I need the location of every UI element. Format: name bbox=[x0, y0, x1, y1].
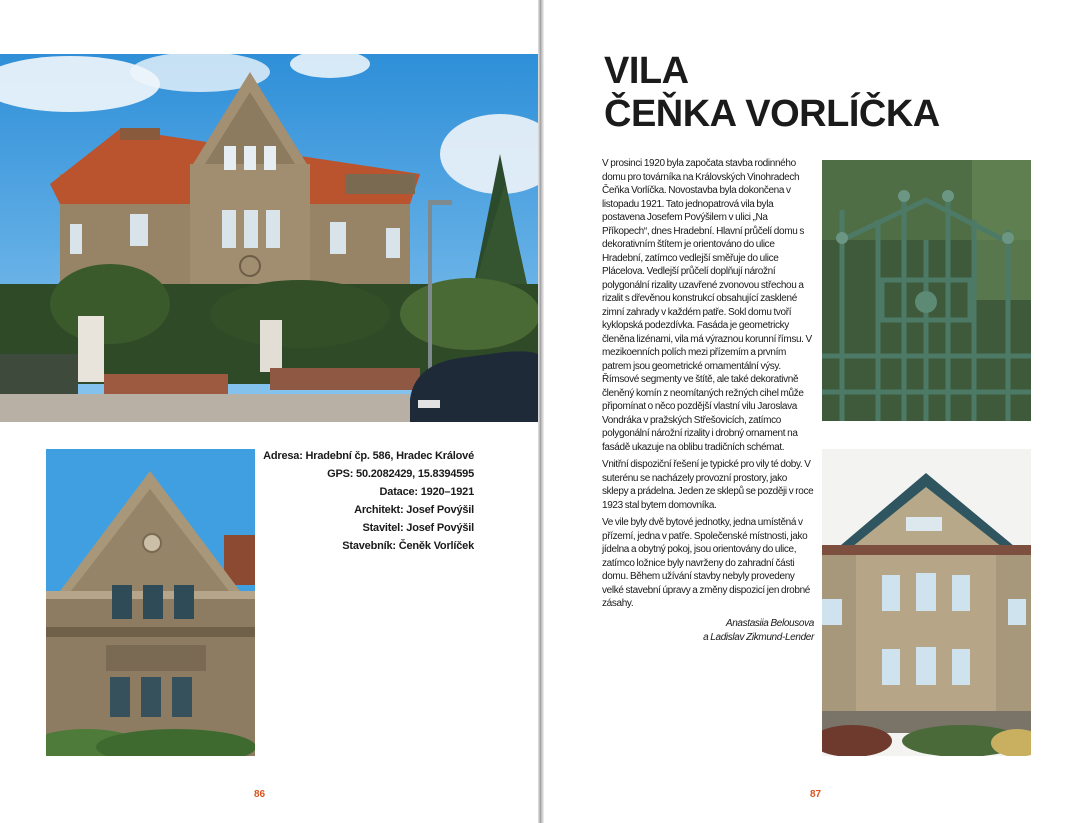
article-body bbox=[602, 157, 814, 645]
authors bbox=[602, 617, 814, 645]
left-page bbox=[0, 0, 538, 823]
page-number-left: 86 bbox=[254, 789, 266, 800]
gps-line: GPS: 50.2082429, 15.8394595 bbox=[327, 468, 474, 480]
page-title bbox=[604, 50, 940, 136]
paragraph-3: Ve vile byly dvě bytové jednotky, jedna umístěná v přízemí, jedna v patře. Společenské místnosti, jako jídelna a obytný pokoj, jsou orientovány do ulice, zatímco ložnice byly navrženy do zahradní části domu. Během užívání stavby nebyly provedeny velké stavební úpravy a změny dispozicí jen drobné zásahy. bbox=[602, 517, 811, 609]
paragraph-1: V prosinci 1920 byla započata stavba rodinného domu pro továrníka na Královských Vinohradech Čeňka Vorlíčka. Novostavba byla dokončena v listopadu 1921. Tato jednopatrová vila byla postavena Josefem Povýšilem v ulici „Na Příkopech“, dnes Hradební. Hlavní průčelí domu s dekorativním štítem je orientováno do ulice Hradební, zatímco vedlejší směřuje do ulice Plácelova. Vedlejší průčelí doplňují nárožní polygonální rizality uzavřené zvonovou střechou a rizalit s dřevěnou konstrukcí obsahující zasklené zimní zahrady v každém patře. Sokl domu tvoří kyklopská podezdívka. Fasáda je geometricky členěna lizénami, vila má výraznou korunní římsu. V mezikoenních polích mezi přízemím a prvním patrem jsou geometrické ornamentální výsy. Římsové segmenty ve štítě, ale také dekorativně členěný komín z neomítaných režných cihel může připomínat o něco pozdější vlastní vilu Jaroslava Vondráka v pražských Střešovicích, zatímco polygonální nárožní rizality i drobný ornament na fasádě ukazuje na oblibu tradičních schémat. bbox=[602, 158, 812, 453]
author-1: Anastasiia Belousova bbox=[725, 617, 814, 629]
right-page bbox=[544, 0, 1081, 823]
title-line-1: VILA bbox=[604, 50, 689, 92]
architect-line: Architekt: Josef Povýšil bbox=[354, 504, 474, 516]
fence-detail-photo bbox=[822, 160, 1031, 421]
author-2: a Ladislav Zikmund-Lender bbox=[703, 631, 814, 643]
developer-line: Stavebník: Čeněk Vorlíček bbox=[342, 540, 474, 552]
garden-facade-photo bbox=[822, 449, 1031, 756]
address-line: Adresa: Hradební čp. 586, Hradec Králové bbox=[263, 450, 474, 462]
building-info bbox=[244, 447, 474, 555]
dating-line: Datace: 1920–1921 bbox=[379, 486, 474, 498]
builder-line: Stavitel: Josef Povýšil bbox=[362, 522, 474, 534]
villa-street-photo bbox=[0, 54, 538, 422]
paragraph-2: Vnitřní dispoziční řešení je typické pro vily té doby. V suterénu se nacházely provozní prostory, jako sklepy a prádelna. Jeden ze sklepů se později v roce 1923 stal bytem domovníka. bbox=[602, 459, 814, 511]
gable-detail-photo bbox=[46, 449, 255, 756]
title-line-2: ČEŇKA VORLÍČKA bbox=[604, 93, 940, 135]
page-number-right: 87 bbox=[810, 789, 822, 800]
